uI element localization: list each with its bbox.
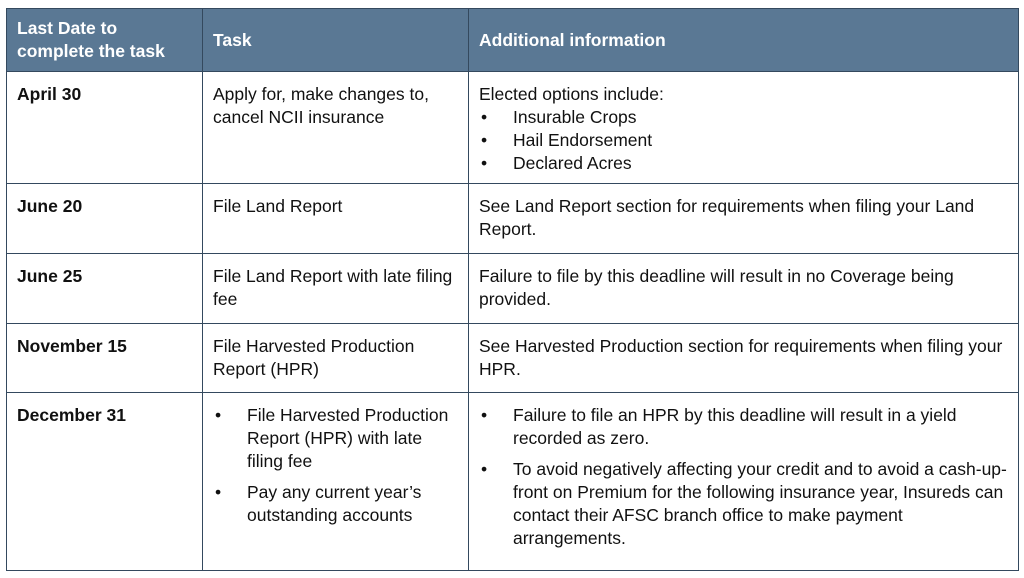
table-row bbox=[7, 393, 1019, 571]
date-cell: June 20 bbox=[7, 184, 203, 254]
table-header-row bbox=[7, 9, 1019, 72]
bullet-list bbox=[213, 404, 458, 527]
task-cell: File Harvested Production Report (HPR) bbox=[203, 324, 469, 393]
date-cell: December 31 bbox=[7, 393, 203, 571]
info-intro: Elected options include: bbox=[479, 84, 664, 104]
info-cell: See Land Report section for requirements when filing your Land Report. bbox=[469, 184, 1019, 254]
info-cell bbox=[469, 72, 1019, 184]
table-row bbox=[7, 72, 1019, 184]
bullet-item: • To avoid negatively affecting your credit and to avoid a cash-up-front on Premium for the following insurance year, Insureds can contact their AFSC branch office to make payment arrangements. bbox=[479, 458, 1008, 550]
bullet-item: • Hail Endorsement bbox=[479, 129, 1008, 152]
bullet-list bbox=[479, 404, 1008, 550]
bullet-list bbox=[479, 106, 1008, 175]
bullet-item: • Declared Acres bbox=[479, 152, 1008, 175]
task-cell bbox=[203, 393, 469, 571]
date-cell: April 30 bbox=[7, 72, 203, 184]
info-cell: See Harvested Production section for requirements when filing your HPR. bbox=[469, 324, 1019, 393]
header-date: Last Date to complete the task bbox=[7, 9, 203, 72]
bullet-item: • Failure to file an HPR by this deadline will result in a yield recorded as zero. bbox=[479, 404, 1008, 450]
table-row bbox=[7, 324, 1019, 393]
date-cell: November 15 bbox=[7, 324, 203, 393]
date-cell: June 25 bbox=[7, 254, 203, 324]
task-cell: File Land Report with late filing fee bbox=[203, 254, 469, 324]
bullet-item: • Pay any current year’s outstanding accounts bbox=[213, 481, 458, 527]
info-cell bbox=[469, 393, 1019, 571]
header-task: Task bbox=[203, 9, 469, 72]
task-cell: Apply for, make changes to, cancel NCII insurance bbox=[203, 72, 469, 184]
table-row bbox=[7, 254, 1019, 324]
deadlines-table bbox=[6, 8, 1019, 571]
bullet-item: • Insurable Crops bbox=[479, 106, 1008, 129]
table-row bbox=[7, 184, 1019, 254]
info-cell: Failure to file by this deadline will result in no Coverage being provided. bbox=[469, 254, 1019, 324]
bullet-item: • File Harvested Production Report (HPR) with late filing fee bbox=[213, 404, 458, 473]
task-cell: File Land Report bbox=[203, 184, 469, 254]
header-info: Additional information bbox=[469, 9, 1019, 72]
